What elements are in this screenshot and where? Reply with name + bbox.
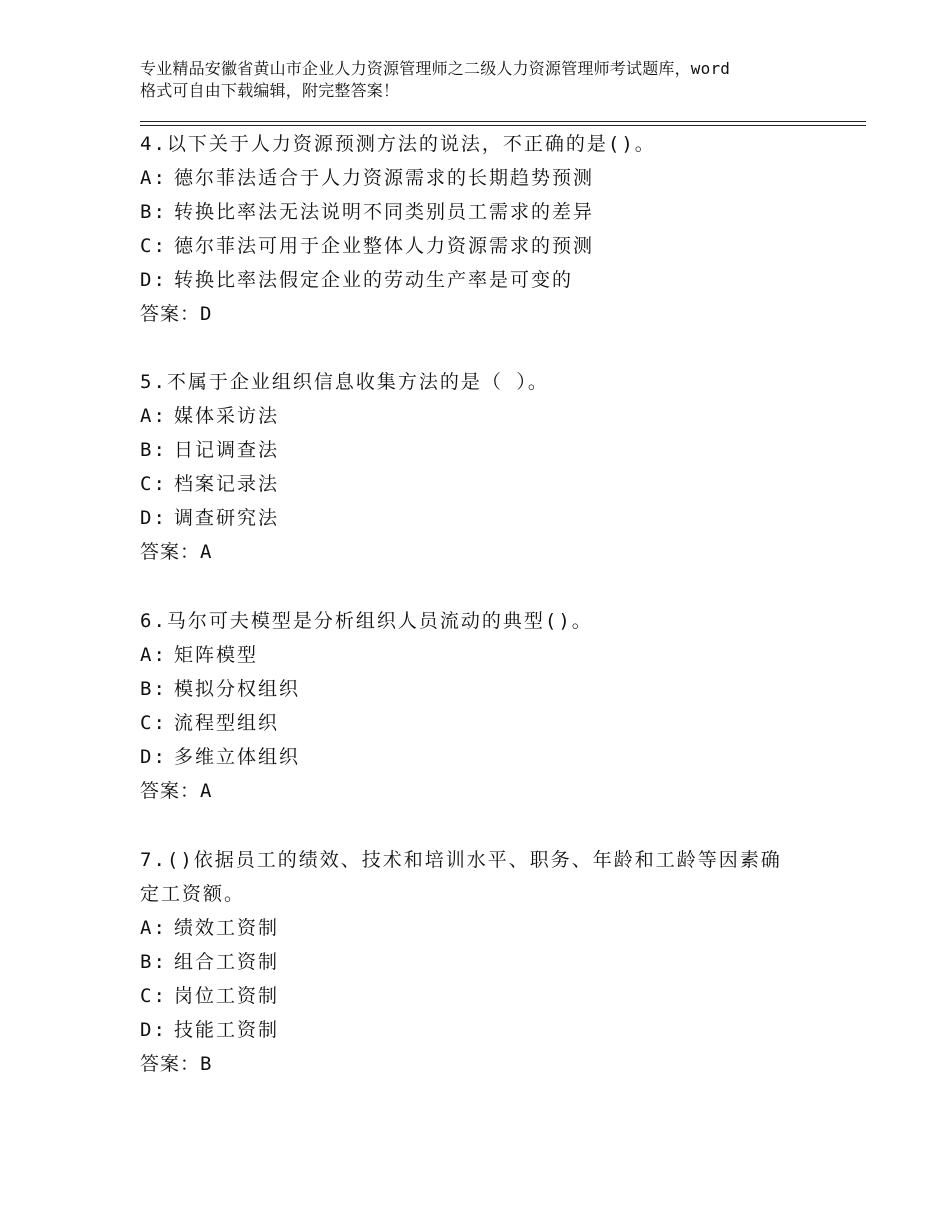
option-label: C: [140, 235, 167, 257]
option-text: 档案记录法 [174, 473, 280, 495]
option-text: 转换比率法无法说明不同类别员工需求的差异 [174, 201, 595, 223]
option-label: A: [140, 167, 167, 189]
option-text: 矩阵模型 [174, 644, 259, 666]
option-label: B: [140, 201, 167, 223]
option-text: 德尔菲法适合于人力资源需求的长期趋势预测 [174, 167, 595, 189]
question-stem-line-1: 7.()依据员工的绩效、技术和培训水平、职务、年龄和工龄等因素确 [140, 849, 782, 871]
option-d [140, 263, 840, 297]
option-label: B: [140, 951, 167, 973]
option-text: 多维立体组织 [174, 746, 301, 768]
option-label: D: [140, 507, 167, 529]
option-d [140, 740, 840, 774]
option-text: 调查研究法 [174, 507, 280, 529]
option-a [140, 161, 840, 195]
answer-value: A [200, 541, 213, 563]
option-c [140, 467, 840, 501]
answer-value: A [200, 780, 213, 802]
answer-line [140, 1047, 840, 1081]
option-label: C: [140, 473, 167, 495]
option-d [140, 501, 840, 535]
question-4 [140, 127, 840, 331]
header-divider-bottom [140, 125, 866, 126]
option-label: C: [140, 712, 167, 734]
answer-line [140, 535, 840, 569]
option-label: A: [140, 405, 167, 427]
header-divider-top [140, 121, 866, 122]
answer-value: D [200, 303, 213, 325]
answer-line [140, 297, 840, 331]
option-label: B: [140, 678, 167, 700]
question-stem-line-2: 定工资额。 [140, 883, 246, 905]
option-text: 技能工资制 [174, 1019, 280, 1041]
question-6 [140, 604, 840, 808]
option-text: 组合工资制 [174, 951, 280, 973]
option-label: A: [140, 644, 167, 666]
option-label: C: [140, 985, 167, 1007]
question-stem: 6.马尔可夫模型是分析组织人员流动的典型()。 [140, 610, 593, 632]
option-d [140, 1013, 840, 1047]
option-a [140, 399, 840, 433]
answer-label: 答案： [140, 1053, 201, 1075]
question-stem: 5.不属于企业组织信息收集方法的是（ ）。 [140, 371, 549, 393]
document-header [140, 58, 840, 102]
option-c [140, 229, 840, 263]
option-a [140, 638, 840, 672]
option-c [140, 979, 840, 1013]
answer-label: 答案： [140, 780, 201, 802]
option-text: 转换比率法假定企业的劳动生产率是可变的 [174, 269, 574, 291]
question-5 [140, 365, 840, 569]
question-7 [140, 843, 840, 1081]
option-label: A: [140, 917, 167, 939]
answer-value: B [200, 1053, 213, 1075]
option-text: 流程型组织 [174, 712, 280, 734]
option-text: 日记调查法 [174, 439, 280, 461]
option-b [140, 672, 840, 706]
question-stem: 4.以下关于人力资源预测方法的说法，不正确的是()。 [140, 133, 656, 155]
answer-label: 答案： [140, 303, 201, 325]
option-b [140, 433, 840, 467]
option-label: D: [140, 746, 167, 768]
option-label: D: [140, 1019, 167, 1041]
option-b [140, 945, 840, 979]
header-line-1: 专业精品安徽省黄山市企业人力资源管理师之二级人力资源管理师考试题库，word [140, 59, 731, 78]
header-line-2: 格式可自由下载编辑，附完整答案！ [140, 81, 400, 100]
option-c [140, 706, 840, 740]
option-label: B: [140, 439, 167, 461]
option-text: 模拟分权组织 [174, 678, 301, 700]
option-label: D: [140, 269, 167, 291]
option-text: 绩效工资制 [174, 917, 280, 939]
option-text: 媒体采访法 [174, 405, 280, 427]
answer-line [140, 774, 840, 808]
option-a [140, 911, 840, 945]
option-text: 德尔菲法可用于企业整体人力资源需求的预测 [174, 235, 595, 257]
option-b [140, 195, 840, 229]
answer-label: 答案： [140, 541, 201, 563]
option-text: 岗位工资制 [174, 985, 280, 1007]
